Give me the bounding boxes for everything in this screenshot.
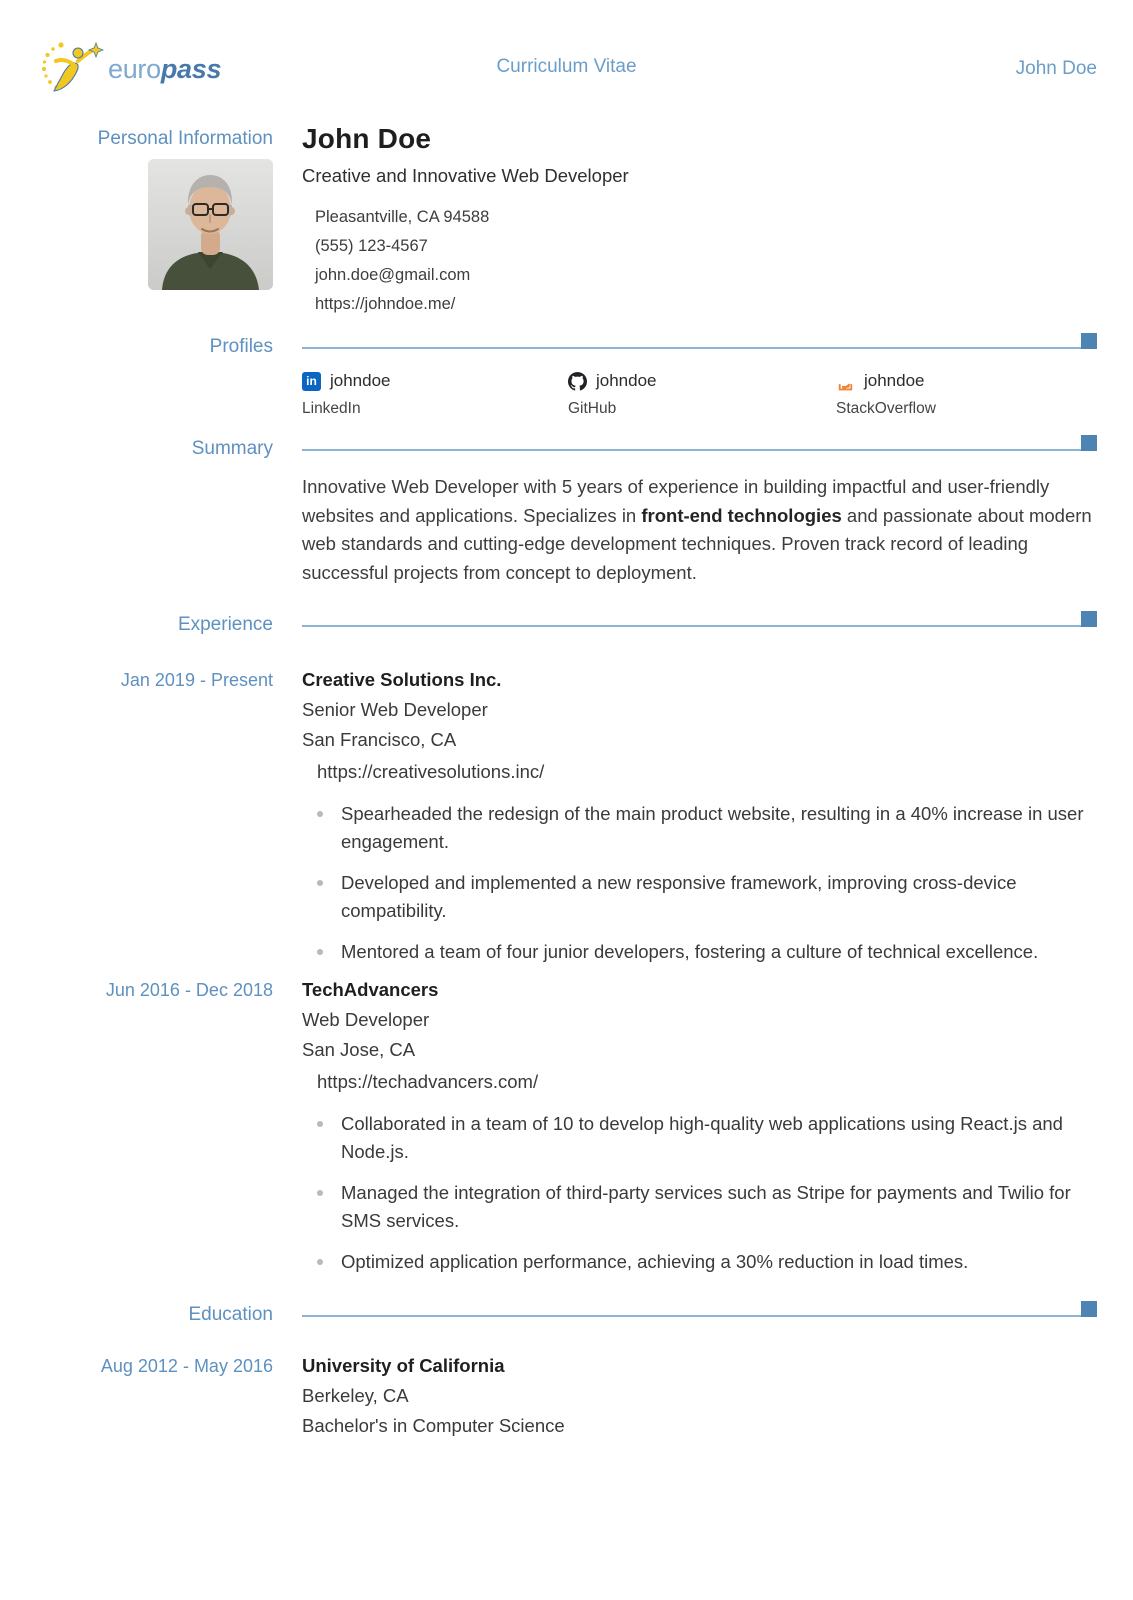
section-divider <box>302 437 1097 459</box>
education-item-1 <box>0 1351 1133 1441</box>
bullet-item <box>317 1248 1097 1276</box>
bullet-icon <box>317 1121 323 1127</box>
logo-euro-text: euro <box>108 53 161 84</box>
bullet-text: Developed and implemented a new responsive framework, improving cross-device compatibility. <box>341 872 1017 922</box>
bullet-icon <box>317 1190 323 1196</box>
linkedin-username-row[interactable] <box>302 369 568 393</box>
divider-line <box>302 1315 1097 1317</box>
profile-item-stackoverflow <box>836 369 1097 420</box>
section-divider <box>302 1303 1097 1325</box>
personal-information-label: Personal Information <box>97 128 273 149</box>
divider-square <box>1081 1301 1097 1317</box>
bullet-item <box>317 938 1097 966</box>
summary-paragraph <box>302 473 1097 587</box>
linkedin-icon: in <box>302 372 321 391</box>
page-header <box>0 0 1133 96</box>
divider-square <box>1081 435 1097 451</box>
profile-item-linkedin <box>302 369 568 420</box>
section-divider <box>302 335 1097 357</box>
bullet-text: Mentored a team of four junior developers, fostering a culture of technical excellence. <box>341 941 1039 963</box>
job-2-bullets <box>302 1110 1097 1276</box>
document-title: Curriculum Vitae <box>496 56 637 77</box>
education-label: Education <box>188 1304 273 1326</box>
bullet-text: Collaborated in a team of 10 to develop high-quality web applications using React.js and Node.js. <box>341 1113 1063 1163</box>
bullet-icon <box>317 1259 323 1265</box>
profiles-label: Profiles <box>209 336 273 357</box>
github-icon <box>568 372 587 391</box>
summary-text-bold: front-end technologies <box>641 504 842 526</box>
divider-square <box>1081 611 1097 627</box>
website-link[interactable]: https://johndoe.me/ <box>315 295 456 313</box>
stackoverflow-network-label: StackOverflow <box>836 400 936 417</box>
job-1-role: Senior Web Developer <box>302 699 488 721</box>
job-1-bullets <box>302 800 1097 966</box>
bullet-icon <box>317 811 323 817</box>
education-dates: Aug 2012 - May 2016 <box>100 1356 273 1377</box>
github-network-label: GitHub <box>568 400 617 417</box>
experience-job-2 <box>0 975 1133 1276</box>
experience-label: Experience <box>177 614 273 636</box>
person-title: Creative and Innovative Web Developer <box>302 165 629 186</box>
bullet-text: Optimized application performance, achieving a 30% reduction in load times. <box>341 1251 969 1273</box>
bullet-text: Spearheaded the redesign of the main product website, resulting in a 40% increase in user engagement. <box>341 803 1084 853</box>
education-location: Berkeley, CA <box>302 1385 409 1407</box>
experience-section-header <box>0 613 1133 636</box>
logo-pass-text: pass <box>160 53 222 84</box>
job-2-role: Web Developer <box>302 1009 430 1031</box>
personal-information-section <box>0 122 1133 319</box>
job-1-company: Creative Solutions Inc. <box>302 669 502 691</box>
education-degree: Bachelor's in Computer Science <box>302 1415 565 1437</box>
summary-section <box>0 460 1133 587</box>
divider-line <box>302 625 1097 627</box>
bullet-icon <box>317 949 323 955</box>
person-name: John Doe <box>302 123 432 154</box>
summary-text-before: Innovative Web Developer with 5 years of experience in building impactful and user-friendly websites and applications. Specializes in <box>302 476 1050 526</box>
linkedin-network-label: LinkedIn <box>302 400 361 417</box>
bullet-item <box>317 869 1097 925</box>
linkedin-username: johndoe <box>330 371 391 390</box>
job-2-url-link[interactable]: https://techadvancers.com/ <box>317 1071 539 1093</box>
bullet-item <box>317 1110 1097 1166</box>
summary-section-header <box>0 437 1133 460</box>
contact-block <box>302 203 1097 319</box>
bullet-text: Managed the integration of third-party services such as Stripe for payments and Twilio for SMS services. <box>341 1182 1071 1232</box>
bullet-icon <box>317 880 323 886</box>
profile-item-github <box>568 369 836 420</box>
github-username: johndoe <box>596 371 657 390</box>
job-1-url-link[interactable]: https://creativesolutions.inc/ <box>317 761 545 783</box>
job-1-dates: Jan 2019 - Present <box>120 670 273 691</box>
job-2-dates: Jun 2016 - Dec 2018 <box>105 980 273 1001</box>
summary-label: Summary <box>191 438 273 459</box>
education-section-header <box>0 1303 1133 1326</box>
job-1-location: San Francisco, CA <box>302 729 457 751</box>
divider-square <box>1081 333 1097 349</box>
experience-job-1 <box>0 665 1133 966</box>
section-divider <box>302 613 1097 635</box>
divider-line <box>302 449 1097 451</box>
stackoverflow-username: johndoe <box>864 371 925 390</box>
profiles-section-header <box>0 335 1133 358</box>
phone-line: (555) 123-4567 <box>315 237 428 255</box>
stackoverflow-username-row[interactable] <box>836 369 1097 393</box>
divider-line <box>302 347 1097 349</box>
job-2-company: TechAdvancers <box>302 979 439 1001</box>
education-school: University of California <box>302 1355 505 1377</box>
profile-photo <box>148 159 273 290</box>
profiles-section <box>0 358 1133 420</box>
bullet-item <box>317 800 1097 856</box>
header-name: John Doe <box>1015 58 1097 79</box>
stackoverflow-icon <box>836 372 855 391</box>
email-link[interactable]: john.doe@gmail.com <box>315 266 471 284</box>
bullet-item <box>317 1179 1097 1235</box>
summary-text-after: and passionate about modern web standards and cutting-edge development techniques. Proven track record of leading successful projects from concept to deployment. <box>302 504 1092 583</box>
address-line: Pleasantville, CA 94588 <box>315 208 490 226</box>
github-username-row[interactable] <box>568 369 836 393</box>
job-2-location: San Jose, CA <box>302 1039 416 1061</box>
